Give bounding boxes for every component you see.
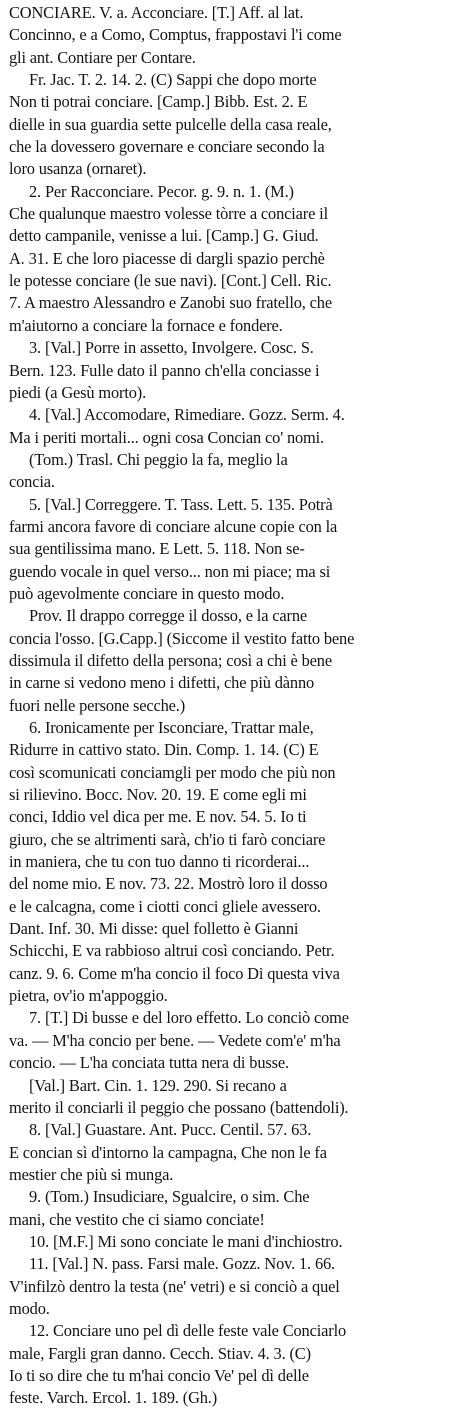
text-line: farmi ancora favore di conciare alcune copie con la xyxy=(9,516,338,536)
text-line: canz. 9. 6. Come m'ha concio il foco Di questa viva xyxy=(9,963,340,983)
entry-sense xyxy=(9,1007,464,1074)
text-line: detto campanile, venisse a lui. [Camp.] G. Giud. xyxy=(9,226,319,246)
text-line: può agevolmente conciare in questo modo. xyxy=(9,583,285,603)
entry-sense xyxy=(9,181,464,337)
text-line: Ma i periti mortali... ogni cosa Concian co' nomi. xyxy=(9,427,325,447)
text-line: 11. [Val.] N. pass. Farsi male. Gozz. Nov. 1. 66. xyxy=(29,1254,335,1274)
text-line: E concian sì d'intorno la campagna, Che non le fa xyxy=(9,1142,327,1162)
text-line: Che qualunque maestro volesse tòrre a conciare il xyxy=(9,204,328,224)
text-line: dissimula il difetto della persona; così a chi è bene xyxy=(9,650,332,670)
text-line: concia. xyxy=(9,472,55,492)
entry-head xyxy=(9,2,464,69)
text-line: 2. Per Racconciare. Pecor. g. 9. n. 1. (M.) xyxy=(29,181,294,201)
text-line: 7. A maestro Alessandro e Zanobi suo fratello, che xyxy=(9,293,332,313)
entry-subsense xyxy=(9,1075,464,1120)
entry-sense xyxy=(9,1253,464,1320)
text-line: Ridurre in cattivo stato. Din. Comp. 1. 14. (C) E xyxy=(9,740,319,760)
text-line: 12. Conciare uno pel dì delle feste vale Conciarlo xyxy=(29,1321,347,1341)
text-line: Concinno, e a Como, Comptus, frappostavi l'i come xyxy=(9,25,342,45)
text-line: (Tom.) Trasl. Chi peggio la fa, meglio la xyxy=(29,449,288,469)
text-line: e le calcagna, come i ciotti conci gliele avessero. xyxy=(9,896,321,916)
text-line: guendo vocale in quel verso... non mi piace; ma si xyxy=(9,561,331,581)
text-line: del nome mio. E nov. 73. 22. Mostrò loro il dosso xyxy=(9,874,328,894)
text-line: le potesse conciare (le sue navi). [Cont.] Cell. Ric. xyxy=(9,271,332,291)
text-line: V'infilzò dentro la testa (ne' vetri) e si conciò a quel xyxy=(9,1276,340,1296)
text-line: A. 31. E che loro piacesse di dargli spazio perchè xyxy=(9,248,325,268)
entry-sense xyxy=(9,1231,464,1253)
text-line: in maniera, che tu con tuo danno ti ricorderai... xyxy=(9,852,310,872)
text-line: 7. [T.] Di busse e del loro effetto. Lo conciò come xyxy=(29,1008,349,1028)
entry-sense xyxy=(9,337,464,404)
text-line: 8. [Val.] Guastare. Ant. Pucc. Centil. 57. 63. xyxy=(29,1120,312,1140)
text-line: concia l'osso. [G.Capp.] (Siccome il vestito fatto bene xyxy=(9,628,355,648)
entry-sense xyxy=(9,1119,464,1186)
text-line: 5. [Val.] Correggere. T. Tass. Lett. 5. 135. Potrà xyxy=(29,494,333,514)
text-line: gli ant. Contiare per Contare. xyxy=(9,47,196,67)
text-line: mestier che più si munga. xyxy=(9,1164,174,1184)
text-line: Io ti so dire che tu m'hai concio Ve' pel dì delle xyxy=(9,1365,309,1385)
entry-sense xyxy=(9,1186,464,1231)
text-line: fuori nelle persone secche.) xyxy=(9,695,186,715)
entry-sense xyxy=(9,1320,464,1409)
text-line: concio. — L'ha conciata tutta nera di busse. xyxy=(9,1053,289,1073)
text-line: in carne si vedono meno i difetti, che più dànno xyxy=(9,673,315,693)
text-line: sua gentilissima mano. E Lett. 5. 118. Non se- xyxy=(9,539,305,559)
text-line: Prov. Il drappo corregge il dosso, e la carne xyxy=(29,606,308,626)
text-line: male, Fargli gran danno. Cecch. Stiav. 4. 3. (C) xyxy=(9,1343,311,1363)
text-line: giuro, che se altrimenti sarà, ch'io ti farò conciare xyxy=(9,829,326,849)
text-line: 6. Ironicamente per Isconciare, Trattar male, xyxy=(29,718,314,737)
text-line: 3. [Val.] Porre in assetto, Involgere. Cosc. S. xyxy=(29,338,314,358)
text-line: Bern. 123. Fulle dato il panno ch'ella conciasse i xyxy=(9,360,320,380)
text-line: dielle in sua guardia sette pulcelle della casa reale, xyxy=(9,114,332,134)
text-line: conci, Iddio vel dica per me. E nov. 54. 5. Io ti xyxy=(9,807,307,827)
entry-sense xyxy=(9,404,464,449)
text-line: feste. Varch. Ercol. 1. 189. (Gh.) xyxy=(9,1388,218,1408)
text-line: [Val.] Bart. Cin. 1. 129. 290. Si recano a xyxy=(29,1075,287,1095)
entry-sense xyxy=(9,717,464,1007)
text-line: merito il conciarli il peggio che possano (battendoli). xyxy=(9,1097,349,1117)
text-line: piedi (a Gesù morto). xyxy=(9,382,147,402)
text-line: così scomunicati conciamgli per modo che più non xyxy=(9,762,336,782)
text-line: mani, che vestito che ci siamo conciate! xyxy=(9,1209,265,1229)
entry-subsense xyxy=(9,449,464,494)
text-line: 4. [Val.] Accomodare, Rimediare. Gozz. Serm. 4. xyxy=(29,405,345,425)
text-line: va. — M'ha concio per bene. — Vedete com'e' m'ha xyxy=(9,1030,341,1050)
text-line: che la dovessero governare e conciare secondo la xyxy=(9,137,325,157)
entry-sense xyxy=(9,494,464,606)
text-line: CONCIARE. V. a. Acconciare. [T.] Aff. al lat. xyxy=(9,3,304,22)
text-line: 10. [M.F.] Mi sono conciate le mani d'inchiostro. xyxy=(29,1231,343,1251)
text-line: modo. xyxy=(9,1298,50,1318)
text-line: loro usanza (ornaret). xyxy=(9,159,147,179)
text-line: si rilievino. Bocc. Nov. 20. 19. E come egli mi xyxy=(9,785,307,805)
text-line: m'aiutorno a conciare la fornace e fondere. xyxy=(9,315,283,335)
entry-sense xyxy=(9,69,464,181)
text-line: 9. (Tom.) Insudiciare, Sgualcire, o sim. Che xyxy=(29,1187,310,1207)
text-line: Fr. Jac. T. 2. 14. 2. (C) Sappi che dopo morte xyxy=(29,70,317,90)
entry-subsense xyxy=(9,605,464,717)
text-line: pietra, ov'io m'appoggio. xyxy=(9,986,168,1006)
text-line: Dant. Inf. 30. Mi disse: quel folletto è Gianni xyxy=(9,919,299,939)
text-line: Non ti potrai conciare. [Camp.] Bibb. Est. 2. E xyxy=(9,92,308,112)
text-line: Schicchi, E va rabbioso altrui così conciando. Petr. xyxy=(9,941,335,961)
